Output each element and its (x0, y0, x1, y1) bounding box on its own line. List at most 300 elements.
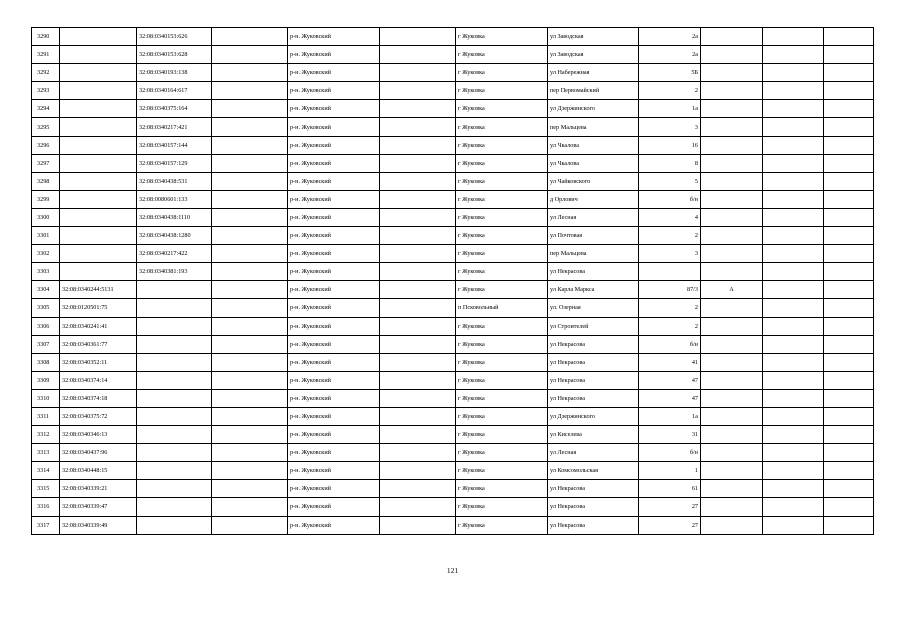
building-letter-cell (701, 208, 763, 226)
empty-cell (212, 263, 288, 281)
cadastral-number-cell (60, 136, 137, 154)
cadastral-number-cell: 32:08:0340352:11 (60, 353, 137, 371)
empty-cell (824, 371, 874, 389)
house-number-cell: 1а (639, 100, 701, 118)
house-number-cell: 2 (639, 317, 701, 335)
house-number-cell: 8 (639, 154, 701, 172)
cadastral-number-cell: 32:08:0340375:72 (60, 407, 137, 425)
empty-cell (380, 389, 456, 407)
city-cell: г Жуковка (456, 407, 548, 425)
empty-cell (380, 516, 456, 534)
building-letter-cell (701, 480, 763, 498)
building-letter-cell (701, 353, 763, 371)
street-cell: пер Мальцева (548, 118, 639, 136)
empty-cell (763, 299, 824, 317)
city-cell: г Жуковка (456, 46, 548, 64)
empty-cell (763, 281, 824, 299)
empty-cell (212, 281, 288, 299)
cadastral-number-alt-cell (137, 480, 212, 498)
empty-cell (380, 407, 456, 425)
cadastral-number-alt-cell: 32:08:0340193:138 (137, 64, 212, 82)
row-number-cell: 3300 (32, 208, 60, 226)
page-number: 121 (446, 566, 459, 575)
empty-cell (824, 208, 874, 226)
cadastral-number-alt-cell (137, 389, 212, 407)
empty-cell (380, 371, 456, 389)
row-number-cell: 3293 (32, 82, 60, 100)
empty-cell (763, 335, 824, 353)
row-number-cell: 3311 (32, 407, 60, 425)
empty-cell (824, 100, 874, 118)
empty-cell (212, 172, 288, 190)
cadastral-number-cell (60, 154, 137, 172)
cadastral-number-alt-cell: 32:08:0340217:421 (137, 118, 212, 136)
row-number-cell: 3303 (32, 263, 60, 281)
building-letter-cell (701, 245, 763, 263)
row-number-cell: 3292 (32, 64, 60, 82)
street-cell: пер Мальцева (548, 245, 639, 263)
house-number-cell: 61 (639, 480, 701, 498)
table-row (32, 371, 874, 389)
street-cell: ул Дзержинского (548, 100, 639, 118)
city-cell: г Жуковка (456, 281, 548, 299)
empty-cell (763, 407, 824, 425)
empty-cell (212, 516, 288, 534)
table-row (32, 46, 874, 64)
empty-cell (380, 462, 456, 480)
house-number-cell: 16 (639, 136, 701, 154)
district-cell: р-н. Жуковский (288, 335, 380, 353)
cadastral-number-alt-cell (137, 407, 212, 425)
table-row (32, 353, 874, 371)
city-cell: г Жуковка (456, 389, 548, 407)
street-cell: ул Некрасова (548, 353, 639, 371)
empty-cell (763, 426, 824, 444)
empty-cell (763, 172, 824, 190)
row-number-cell: 3304 (32, 281, 60, 299)
house-number-cell: б/н (639, 190, 701, 208)
cadastral-number-alt-cell (137, 371, 212, 389)
street-cell: ул Некрасова (548, 498, 639, 516)
empty-cell (824, 407, 874, 425)
empty-cell (763, 118, 824, 136)
empty-cell (380, 28, 456, 46)
row-number-cell: 3313 (32, 444, 60, 462)
empty-cell (824, 426, 874, 444)
empty-cell (824, 299, 874, 317)
empty-cell (763, 100, 824, 118)
house-number-cell: 2а (639, 28, 701, 46)
city-cell: г Жуковка (456, 28, 548, 46)
empty-cell (824, 516, 874, 534)
city-cell: г Жуковка (456, 118, 548, 136)
house-number-cell: 2 (639, 82, 701, 100)
row-number-cell: 3290 (32, 28, 60, 46)
table-row (32, 100, 874, 118)
house-number-cell: 27 (639, 516, 701, 534)
empty-cell (380, 335, 456, 353)
district-cell: р-н. Жуковский (288, 245, 380, 263)
empty-cell (380, 154, 456, 172)
building-letter-cell (701, 100, 763, 118)
empty-cell (212, 462, 288, 480)
street-cell: ул Некрасова (548, 263, 639, 281)
table-row (32, 172, 874, 190)
district-cell: р-н. Жуковский (288, 462, 380, 480)
city-cell: г Жуковка (456, 426, 548, 444)
district-cell: р-н. Жуковский (288, 208, 380, 226)
district-cell: р-н. Жуковский (288, 444, 380, 462)
cadastral-number-alt-cell (137, 498, 212, 516)
empty-cell (824, 263, 874, 281)
street-cell: ул Строителей (548, 317, 639, 335)
city-cell: г Жуковка (456, 335, 548, 353)
empty-cell (824, 118, 874, 136)
street-cell: ул Комсомольская (548, 462, 639, 480)
cadastral-number-alt-cell: 32:08:0340381:193 (137, 263, 212, 281)
empty-cell (380, 64, 456, 82)
empty-cell (763, 389, 824, 407)
table-row (32, 335, 874, 353)
empty-cell (380, 263, 456, 281)
house-number-cell (639, 263, 701, 281)
empty-cell (212, 28, 288, 46)
building-letter-cell (701, 389, 763, 407)
table-row (32, 118, 874, 136)
cadastral-number-alt-cell (137, 353, 212, 371)
empty-cell (212, 407, 288, 425)
empty-cell (380, 281, 456, 299)
empty-cell (824, 136, 874, 154)
building-letter-cell (701, 407, 763, 425)
empty-cell (763, 64, 824, 82)
district-cell: р-н. Жуковский (288, 136, 380, 154)
empty-cell (212, 498, 288, 516)
street-cell: ул Заводская (548, 46, 639, 64)
cadastral-number-cell: 32:08:0340241:41 (60, 317, 137, 335)
table-row (32, 28, 874, 46)
empty-cell (212, 353, 288, 371)
empty-cell (212, 245, 288, 263)
house-number-cell: б/н (639, 444, 701, 462)
table-row (32, 444, 874, 462)
street-cell: ул Карла Маркса (548, 281, 639, 299)
empty-cell (824, 46, 874, 64)
house-number-cell: 5 (639, 172, 701, 190)
cadastral-number-cell (60, 118, 137, 136)
cadastral-number-alt-cell: 32:08:0340153:626 (137, 28, 212, 46)
cadastral-number-cell: 32:08:0340437:96 (60, 444, 137, 462)
house-number-cell: 31 (639, 426, 701, 444)
city-cell: г Жуковка (456, 136, 548, 154)
cadastral-number-alt-cell (137, 426, 212, 444)
empty-cell (763, 371, 824, 389)
row-number-cell: 3305 (32, 299, 60, 317)
street-cell: ул Набережная (548, 64, 639, 82)
street-cell: ул Лесная (548, 444, 639, 462)
cadastral-number-alt-cell: 32:08:0340157:144 (137, 136, 212, 154)
building-letter-cell (701, 317, 763, 335)
house-number-cell: 1 (639, 462, 701, 480)
cadastral-number-alt-cell: 32:08:0340375:164 (137, 100, 212, 118)
empty-cell (212, 444, 288, 462)
cadastral-number-cell: 32:08:0340448:15 (60, 462, 137, 480)
table-row (32, 317, 874, 335)
city-cell: г Жуковка (456, 462, 548, 480)
empty-cell (763, 28, 824, 46)
table-row (32, 208, 874, 226)
table-row (32, 462, 874, 480)
empty-cell (212, 389, 288, 407)
empty-cell (763, 154, 824, 172)
district-cell: р-н. Жуковский (288, 190, 380, 208)
cadastral-number-cell: 32:08:0340339:21 (60, 480, 137, 498)
table-row (32, 136, 874, 154)
cadastral-number-alt-cell: 32:08:0340438:531 (137, 172, 212, 190)
row-number-cell: 3312 (32, 426, 60, 444)
house-number-cell: б/н (639, 335, 701, 353)
cadastral-number-alt-cell (137, 444, 212, 462)
table-row (32, 498, 874, 516)
building-letter-cell (701, 118, 763, 136)
empty-cell (824, 28, 874, 46)
district-cell: р-н. Жуковский (288, 299, 380, 317)
district-cell: р-н. Жуковский (288, 172, 380, 190)
cadastral-number-cell: 32:08:0340374:14 (60, 371, 137, 389)
empty-cell (763, 82, 824, 100)
table-row (32, 426, 874, 444)
cadastral-number-alt-cell (137, 335, 212, 353)
house-number-cell: 47 (639, 389, 701, 407)
city-cell: г Жуковка (456, 498, 548, 516)
row-number-cell: 3307 (32, 335, 60, 353)
street-cell: ул Дзержинского (548, 407, 639, 425)
empty-cell (763, 136, 824, 154)
city-cell: г Жуковка (456, 371, 548, 389)
street-cell: ул Почтовая (548, 227, 639, 245)
empty-cell (212, 227, 288, 245)
district-cell: р-н. Жуковский (288, 389, 380, 407)
building-letter-cell (701, 335, 763, 353)
city-cell: г Жуковка (456, 245, 548, 263)
cadastral-number-alt-cell: 32:08:0340217:422 (137, 245, 212, 263)
row-number-cell: 3301 (32, 227, 60, 245)
table-row (32, 480, 874, 498)
empty-cell (380, 353, 456, 371)
empty-cell (380, 208, 456, 226)
empty-cell (763, 263, 824, 281)
row-number-cell: 3298 (32, 172, 60, 190)
building-letter-cell (701, 444, 763, 462)
table-row (32, 407, 874, 425)
empty-cell (380, 245, 456, 263)
cadastral-number-cell (60, 245, 137, 263)
house-number-cell: 3 (639, 245, 701, 263)
cadastral-number-alt-cell (137, 516, 212, 534)
city-cell: г Жуковка (456, 208, 548, 226)
empty-cell (824, 172, 874, 190)
row-number-cell: 3295 (32, 118, 60, 136)
empty-cell (212, 100, 288, 118)
city-cell: п Псковольный (456, 299, 548, 317)
cadastral-number-cell: 32:08:0340346:13 (60, 426, 137, 444)
street-cell: ул Некрасова (548, 371, 639, 389)
city-cell: г Жуковка (456, 172, 548, 190)
district-cell: р-н. Жуковский (288, 426, 380, 444)
empty-cell (824, 462, 874, 480)
city-cell: г Жуковка (456, 82, 548, 100)
street-cell: ул Некрасова (548, 389, 639, 407)
cadastral-number-cell: 32:08:0120501:75 (60, 299, 137, 317)
cadastral-number-alt-cell: 32:08:0340438:1280 (137, 227, 212, 245)
row-number-cell: 3315 (32, 480, 60, 498)
house-number-cell: 87/3 (639, 281, 701, 299)
street-cell: пер Первомайский (548, 82, 639, 100)
table-row (32, 389, 874, 407)
building-letter-cell (701, 227, 763, 245)
cadastral-number-cell (60, 82, 137, 100)
city-cell: г Жуковка (456, 317, 548, 335)
empty-cell (824, 190, 874, 208)
street-cell: ул Лесная (548, 208, 639, 226)
empty-cell (212, 371, 288, 389)
city-cell: г Жуковка (456, 64, 548, 82)
empty-cell (824, 480, 874, 498)
row-number-cell: 3317 (32, 516, 60, 534)
table-row (32, 227, 874, 245)
district-cell: р-н. Жуковский (288, 82, 380, 100)
cadastral-number-cell (60, 263, 137, 281)
cadastral-number-cell (60, 227, 137, 245)
cadastral-number-cell (60, 208, 137, 226)
empty-cell (763, 498, 824, 516)
row-number-cell: 3299 (32, 190, 60, 208)
empty-cell (212, 299, 288, 317)
district-cell: р-н. Жуковский (288, 227, 380, 245)
row-number-cell: 3306 (32, 317, 60, 335)
city-cell: г Жуковка (456, 154, 548, 172)
house-number-cell: 3 (639, 118, 701, 136)
street-cell: ул. Озерная (548, 299, 639, 317)
house-number-cell: 41 (639, 353, 701, 371)
table-row (32, 64, 874, 82)
row-number-cell: 3309 (32, 371, 60, 389)
row-number-cell: 3297 (32, 154, 60, 172)
building-letter-cell (701, 82, 763, 100)
row-number-cell: 3302 (32, 245, 60, 263)
building-letter-cell (701, 462, 763, 480)
empty-cell (824, 389, 874, 407)
row-number-cell: 3294 (32, 100, 60, 118)
city-cell: г Жуковка (456, 516, 548, 534)
district-cell: р-н. Жуковский (288, 46, 380, 64)
empty-cell (380, 426, 456, 444)
empty-cell (212, 118, 288, 136)
district-cell: р-н. Жуковский (288, 498, 380, 516)
empty-cell (763, 317, 824, 335)
empty-cell (824, 281, 874, 299)
cadastral-number-cell: 32:08:0340374:18 (60, 389, 137, 407)
empty-cell (212, 46, 288, 64)
empty-cell (824, 227, 874, 245)
cadastral-number-alt-cell: 32:08:0340153:628 (137, 46, 212, 64)
district-cell: р-н. Жуковский (288, 480, 380, 498)
cadastral-number-cell (60, 46, 137, 64)
street-cell: ул Некрасова (548, 516, 639, 534)
house-number-cell: 1а (639, 407, 701, 425)
empty-cell (380, 82, 456, 100)
empty-cell (763, 190, 824, 208)
district-cell: р-н. Жуковский (288, 118, 380, 136)
house-number-cell: 4 (639, 208, 701, 226)
empty-cell (763, 462, 824, 480)
district-cell: р-н. Жуковский (288, 516, 380, 534)
street-cell: ул Некрасова (548, 335, 639, 353)
city-cell: г Жуковка (456, 353, 548, 371)
empty-cell (824, 353, 874, 371)
table-row (32, 82, 874, 100)
empty-cell (824, 82, 874, 100)
building-letter-cell (701, 172, 763, 190)
district-cell: р-н. Жуковский (288, 28, 380, 46)
district-cell: р-н. Жуковский (288, 407, 380, 425)
street-cell: ул Чкалова (548, 154, 639, 172)
building-letter-cell (701, 64, 763, 82)
empty-cell (380, 317, 456, 335)
city-cell: г Жуковка (456, 100, 548, 118)
building-letter-cell (701, 190, 763, 208)
row-number-cell: 3308 (32, 353, 60, 371)
cadastral-number-alt-cell: 32:08:0340157:129 (137, 154, 212, 172)
street-cell: ул Заводская (548, 28, 639, 46)
cadastral-number-cell: 32:08:0340361:77 (60, 335, 137, 353)
building-letter-cell (701, 28, 763, 46)
building-letter-cell: А (701, 281, 763, 299)
empty-cell (380, 227, 456, 245)
registry-table (31, 27, 874, 535)
building-letter-cell (701, 299, 763, 317)
empty-cell (212, 317, 288, 335)
cadastral-number-alt-cell: 32:08:0340438:1110 (137, 208, 212, 226)
building-letter-cell (701, 426, 763, 444)
empty-cell (763, 227, 824, 245)
table-row (32, 245, 874, 263)
cadastral-number-alt-cell (137, 281, 212, 299)
building-letter-cell (701, 371, 763, 389)
empty-cell (763, 208, 824, 226)
cadastral-number-cell (60, 64, 137, 82)
building-letter-cell (701, 154, 763, 172)
empty-cell (212, 190, 288, 208)
cadastral-number-cell: 32:08:0340339:49 (60, 516, 137, 534)
city-cell: г Жуковка (456, 263, 548, 281)
building-letter-cell (701, 136, 763, 154)
table-row (32, 281, 874, 299)
city-cell: г Жуковка (456, 190, 548, 208)
empty-cell (380, 444, 456, 462)
cadastral-number-cell: 32:08:0340339:47 (60, 498, 137, 516)
house-number-cell: 2 (639, 227, 701, 245)
district-cell: р-н. Жуковский (288, 100, 380, 118)
district-cell: р-н. Жуковский (288, 64, 380, 82)
empty-cell (763, 480, 824, 498)
house-number-cell: 47 (639, 371, 701, 389)
building-letter-cell (701, 263, 763, 281)
cadastral-number-alt-cell (137, 317, 212, 335)
street-cell: ул Чайковского (548, 172, 639, 190)
cadastral-number-alt-cell (137, 299, 212, 317)
district-cell: р-н. Жуковский (288, 371, 380, 389)
